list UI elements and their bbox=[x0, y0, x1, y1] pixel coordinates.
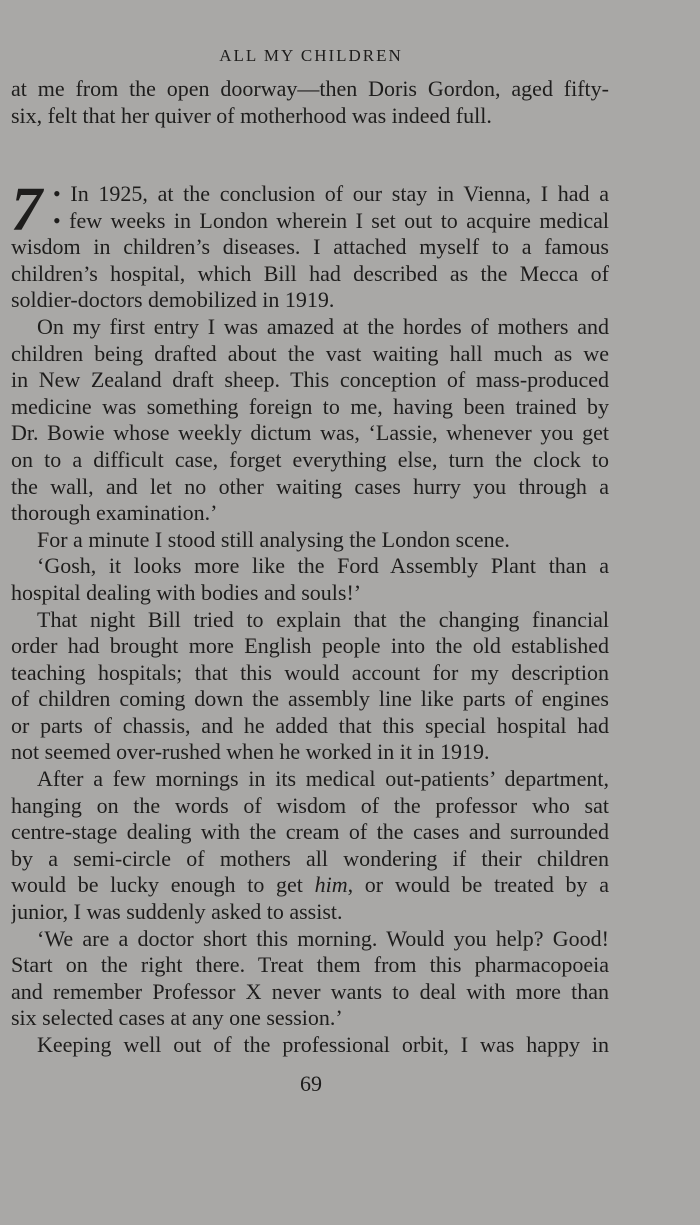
text-line: of children coming down the assembly line like parts of engines bbox=[11, 686, 609, 712]
text-line: children’s hospital, which Bill had described as the Mecca of bbox=[11, 260, 609, 286]
text-line: six, felt that her quiver of motherhood was indeed full. bbox=[11, 102, 492, 128]
text-line: Keeping well out of the professional orbit, I was happy in bbox=[37, 1032, 609, 1057]
text-line: not seemed over-rushed when he worked in it in 1919. bbox=[11, 739, 490, 765]
text-line: wisdom in children’s diseases. I attached myself to a famous bbox=[11, 234, 609, 260]
text-line: On my first entry I was amazed at the hordes of mothers and bbox=[37, 313, 609, 339]
text-line: or parts of chassis, and he added that this special hospital had bbox=[11, 712, 609, 738]
text-line: That night Bill tried to explain that the changing financial bbox=[37, 606, 609, 632]
text-line: order had brought more English people into the old established bbox=[11, 633, 609, 659]
text-line: ‘Gosh, it looks more like the Ford Assembly Plant than a bbox=[37, 553, 609, 579]
text-line: • In 1925, at the conclusion of our stay in Vienna, I had a bbox=[53, 181, 609, 206]
text-line: • few weeks in London wherein I set out to acquire medical bbox=[53, 207, 609, 233]
text-line: Start on the right there. Treat them from this pharmacopoeia bbox=[11, 952, 609, 978]
text-line: hospital dealing with bodies and souls!’ bbox=[11, 579, 362, 605]
text-line: thorough examination.’ bbox=[11, 500, 218, 526]
italic-word: him bbox=[314, 872, 348, 898]
text-line: Dr. Bowie whose weekly dictum was, ‘Lassie, whenever you get bbox=[11, 420, 609, 446]
text-line: centre-stage dealing with the cream of the cases and surrounded bbox=[11, 819, 609, 845]
text-segment: , or would be treated by a bbox=[347, 872, 609, 898]
running-head: ALL MY CHILDREN bbox=[219, 46, 403, 65]
text-line: the wall, and let no other waiting cases hurry you through a bbox=[11, 473, 609, 499]
text-line: children being drafted about the vast waiting hall much as we bbox=[11, 340, 609, 366]
text-line: medicine was something foreign to me, having been trained by bbox=[11, 393, 609, 419]
text-segment: would be lucky enough to get bbox=[11, 872, 315, 898]
text-line: at me from the open doorway—then Doris Gordon, aged fifty- bbox=[11, 76, 609, 101]
text-line: by a semi-circle of mothers all wondering if their children bbox=[11, 845, 609, 871]
section-7 bbox=[11, 176, 609, 1059]
text-line: For a minute I stood still analysing the London scene. bbox=[37, 526, 510, 552]
text-line: on to a difficult case, forget everything else, turn the clock to bbox=[11, 446, 609, 472]
text-line: soldier-doctors demobilized in 1919. bbox=[11, 287, 335, 313]
text-line: junior, I was suddenly asked to assist. bbox=[11, 899, 343, 925]
text-line: ‘We are a doctor short this morning. Would you help? Good! bbox=[37, 925, 609, 951]
text-line: in New Zealand draft sheep. This conception of mass-produced bbox=[11, 367, 609, 393]
page-number: 69 bbox=[300, 1071, 322, 1096]
text-line: hanging on the words of wisdom of the professor who sat bbox=[11, 792, 609, 818]
text-line: After a few mornings in its medical out-patients’ department, bbox=[37, 766, 609, 792]
text-line-with-italic bbox=[11, 872, 609, 899]
text-line: teaching hospitals; that this would account for my description bbox=[11, 659, 609, 685]
text-line: six selected cases at any one session.’ bbox=[11, 1005, 343, 1031]
section-number: 7 bbox=[11, 176, 42, 244]
text-line: and remember Professor X never wants to deal with more than bbox=[11, 978, 609, 1004]
continued-paragraph bbox=[11, 76, 609, 129]
